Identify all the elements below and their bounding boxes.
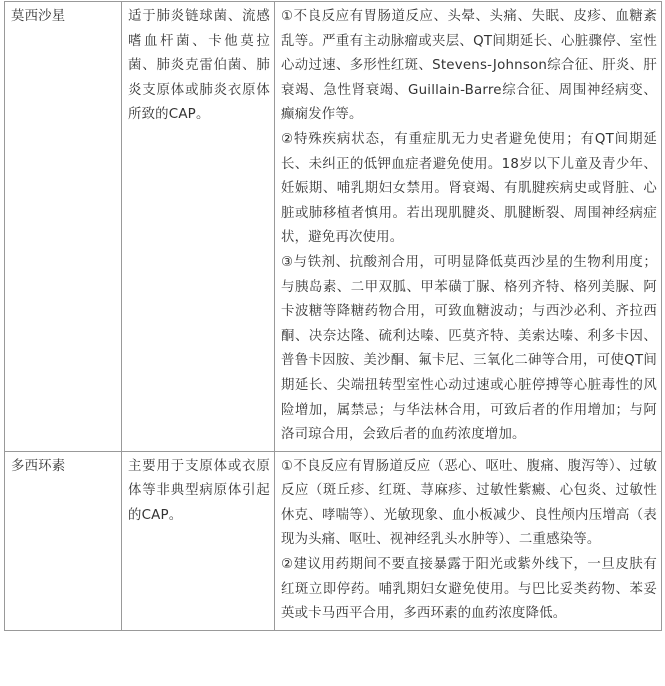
drug-name-cell [5, 451, 122, 630]
indication-cell [122, 451, 275, 630]
drug-name: 多西环素 [11, 458, 66, 474]
notes-cell [275, 2, 662, 452]
drug-name: 莫西沙星 [11, 9, 66, 24]
table-row [5, 451, 662, 630]
notes-cell [275, 451, 662, 630]
note-paragraph: ③与铁剂、抗酸剂合用，可明显降低莫西沙星的生物利用度；与胰岛素、二甲双胍、甲苯磺丁脲、格列齐特、格列美脲、阿卡波糖等降糖药物合用，可致血糖波动；与西沙必利、齐拉西酮、决奈达隆、硫利达嗪、匹莫齐特、美索达嗪、利多卡因、普鲁卡因胺、美沙酮、氟卡尼、三氧化二砷等合用，可使QT间期延长、尖端扭转型室性心动过速或心脏停搏等心脏毒性的风险增加，属禁忌；与华法林合用，可致后者的作用增加；与阿洛司琼合用，会致后者的血药浓度增加。 [281, 254, 657, 443]
table-row [5, 2, 662, 452]
drug-table [4, 1, 662, 631]
indication-cell [122, 2, 275, 452]
indication-text: 适于肺炎链球菌、流感嗜血杆菌、卡他莫拉菌、肺炎克雷伯菌、肺炎支原体或肺炎衣原体所致的CAP。 [128, 9, 270, 123]
note-paragraph: ①不良反应有胃肠道反应（恶心、呕吐、腹痛、腹泻等）、过敏反应（斑丘疹、红斑、荨麻疹、过敏性紫癜、心包炎、过敏性休克、哮喘等）、光敏现象、血小板减少、良性颅内压增高（表现为头痛、呕吐、视神经乳头水肿等）、二重感染等。 [281, 458, 657, 548]
indication-text: 主要用于支原体或衣原体等非典型病原体引起的CAP。 [128, 458, 270, 523]
note-paragraph: ②建议用药期间不要直接暴露于阳光或紫外线下，一旦皮肤有红斑立即停药。哺乳期妇女避免使用。与巴比妥类药物、苯妥英或卡马西平合用，多西环素的血药浓度降低。 [281, 557, 657, 622]
note-paragraph: ①不良反应有胃肠道反应、头晕、头痛、失眠、皮疹、血糖紊乱等。严重有主动脉瘤或夹层、QT间期延长、心脏骤停、室性心动过速、多形性红斑、Stevens-Johnson综合征、肝炎、肝衰竭、急性肾衰竭、Guillain-Barre综合征、周围神经病变、癫痫发作等。 [281, 9, 657, 123]
note-paragraph: ②特殊疾病状态，有重症肌无力史者避免使用；有QT间期延长、未纠正的低钾血症者避免使用。18岁以下儿童及青少年、妊娠期、哺乳期妇女禁用。肾衰竭、有肌腱疾病史或肾脏、心脏或肺移植者慎用。若出现肌腱炎、肌腱断裂、周围神经病症状，避免再次使用。 [281, 131, 657, 246]
drug-name-cell [5, 2, 122, 452]
